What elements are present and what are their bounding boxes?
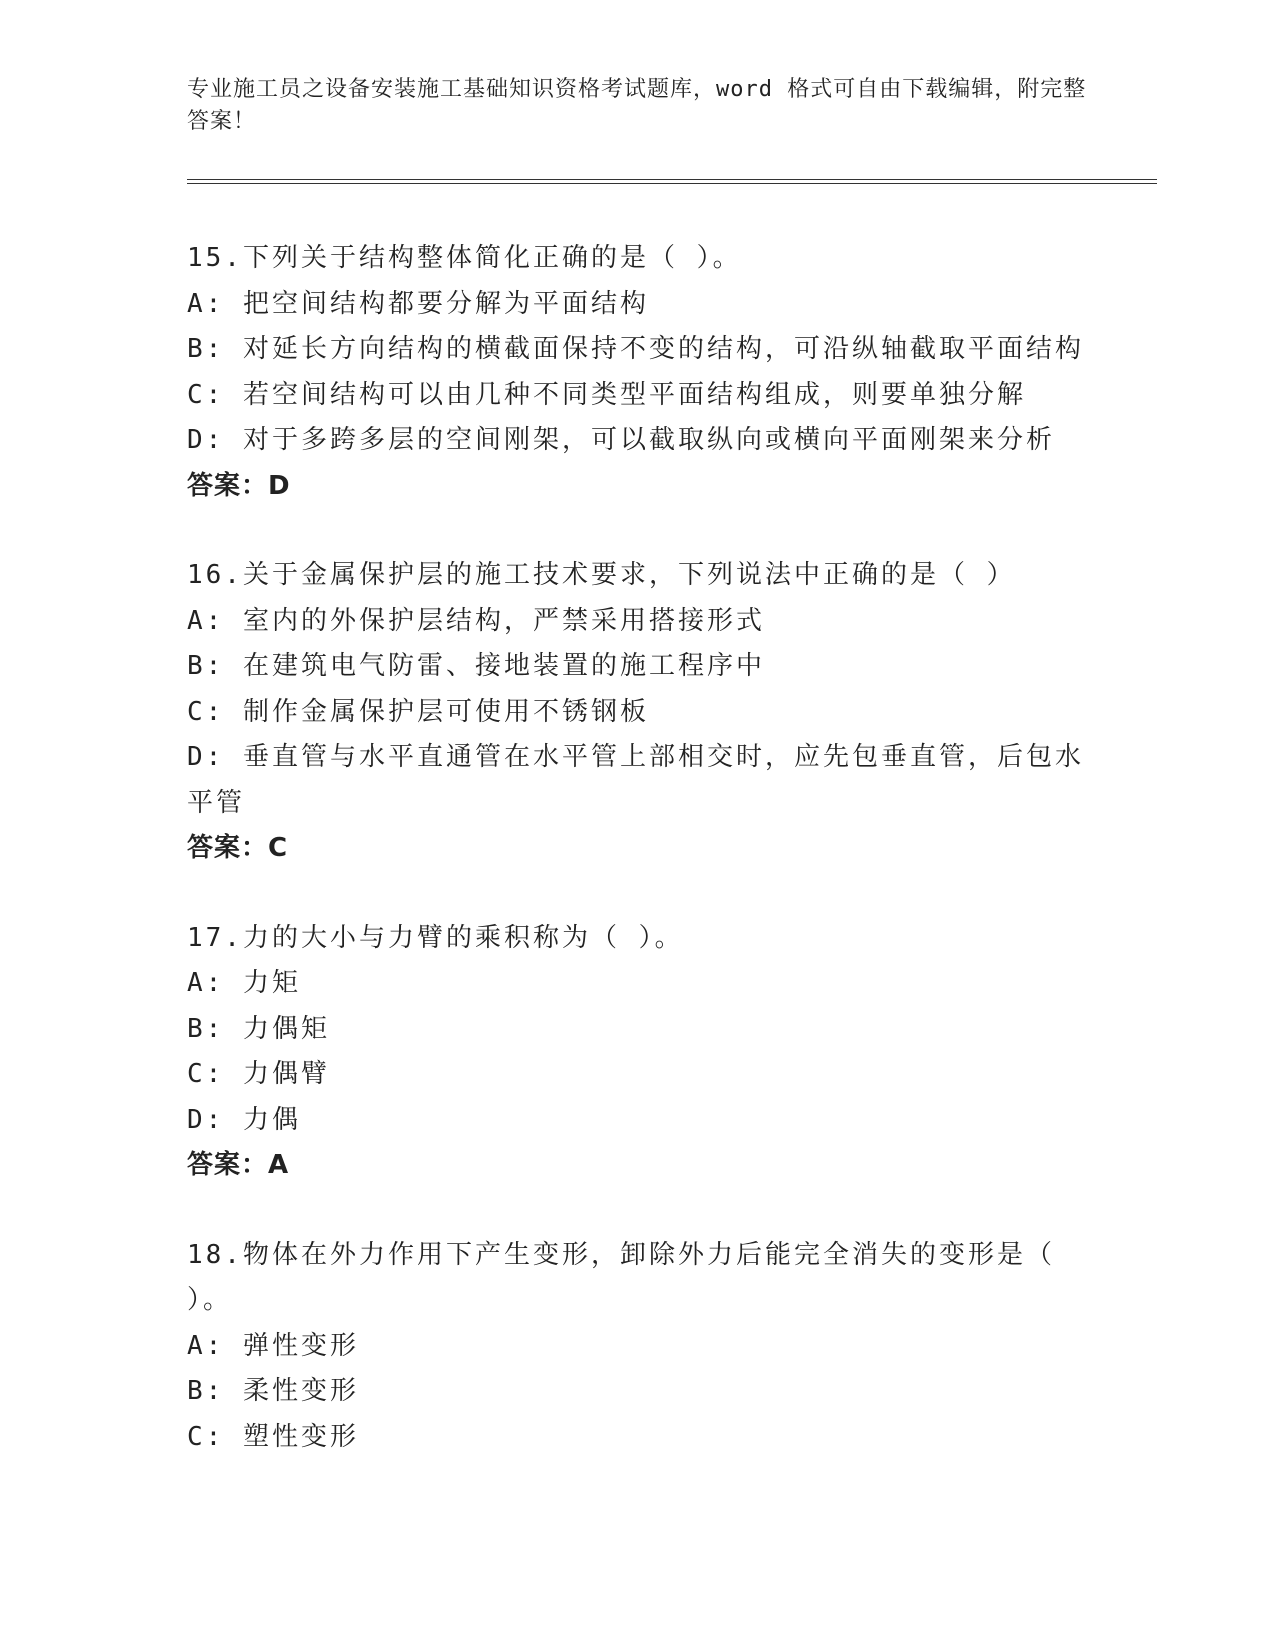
option-a: A: 室内的外保护层结构，严禁采用搭接形式 — [187, 605, 765, 636]
answer-label: 答案：D — [187, 470, 291, 501]
question-stem: 17.力的大小与力臂的乘积称为（ ）。 — [187, 922, 684, 953]
answer-label: 答案：A — [187, 1150, 290, 1180]
option-b: B: 柔性变形 — [187, 1376, 359, 1406]
option-d: D: 对于多跨多层的空间刚架，可以截取纵向或横向平面刚架来分析 — [187, 425, 1055, 455]
option-c: C: 塑性变形 — [187, 1421, 359, 1452]
header-divider-top — [187, 179, 1157, 180]
question-16 — [187, 553, 1087, 872]
option-d: D: 垂直管与水平直通管在水平管上部相交时，应先包垂直管，后包水平管 — [187, 742, 1084, 818]
header-divider-bottom — [187, 183, 1157, 184]
question-stem: 15.下列关于结构整体简化正确的是（ ）。 — [187, 243, 742, 273]
question-18 — [187, 1233, 1087, 1461]
option-d: D: 力偶 — [187, 1104, 301, 1135]
question-stem: 18.物体在外力作用下产生变形，卸除外力后能完全消失的变形是（ ）。 — [187, 1239, 1055, 1315]
option-c: C: 若空间结构可以由几种不同类型平面结构组成，则要单独分解 — [187, 379, 1026, 410]
question-list — [187, 236, 1087, 1504]
option-a: A: 力矩 — [187, 968, 301, 998]
option-a: A: 把空间结构都要分解为平面结构 — [187, 288, 649, 319]
question-stem: 16.关于金属保护层的施工技术要求，下列说法中正确的是（ ） — [187, 560, 1016, 590]
option-b: B: 力偶矩 — [187, 1013, 330, 1044]
answer-label: 答案：C — [187, 833, 289, 863]
option-c: C: 制作金属保护层可使用不锈钢板 — [187, 696, 649, 727]
option-b: B: 对延长方向结构的横截面保持不变的结构，可沿纵轴截取平面结构 — [187, 334, 1084, 364]
question-17 — [187, 916, 1087, 1189]
option-a: A: 弹性变形 — [187, 1330, 359, 1361]
header-intro-text: 专业施工员之设备安装施工基础知识资格考试题库，word 格式可自由下载编辑，附完整答案！ — [187, 77, 1087, 134]
option-c: C: 力偶臂 — [187, 1059, 330, 1089]
option-b: B: 在建筑电气防雷、接地装置的施工程序中 — [187, 651, 765, 681]
document-header — [187, 74, 1087, 138]
question-15 — [187, 236, 1087, 509]
